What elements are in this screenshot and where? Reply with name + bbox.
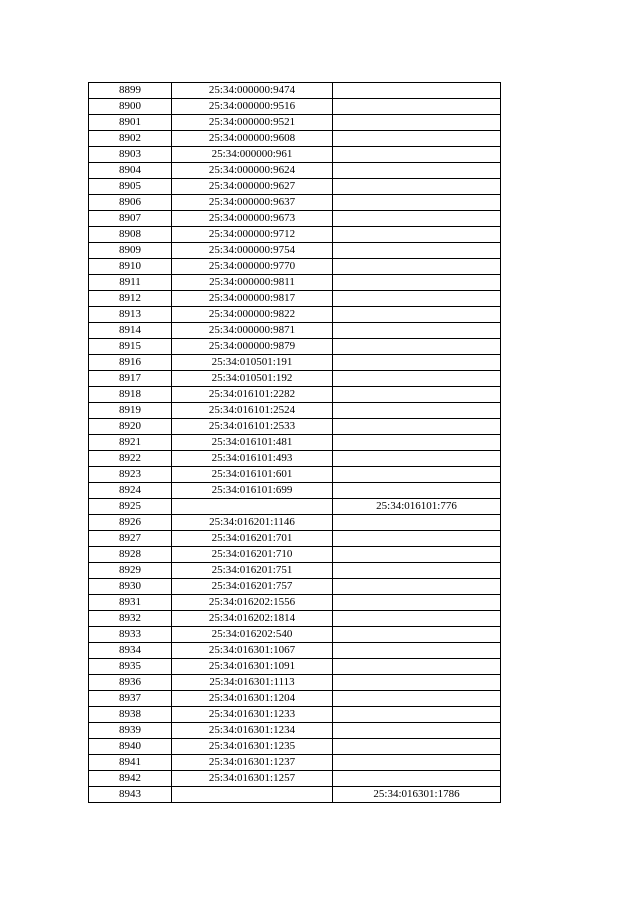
row-number-cell: 8929 bbox=[89, 563, 172, 579]
row-number-cell: 8917 bbox=[89, 371, 172, 387]
cadastral-number-cell: 25:34:016101:2282 bbox=[172, 387, 333, 403]
extra-cadastral-cell bbox=[333, 371, 501, 387]
row-number-cell: 8914 bbox=[89, 323, 172, 339]
table-row bbox=[89, 163, 501, 179]
table-row bbox=[89, 83, 501, 99]
cadastral-number-cell bbox=[172, 499, 333, 515]
row-number-cell: 8919 bbox=[89, 403, 172, 419]
table-row bbox=[89, 515, 501, 531]
table-row bbox=[89, 707, 501, 723]
extra-cadastral-cell bbox=[333, 243, 501, 259]
extra-cadastral-cell bbox=[333, 531, 501, 547]
cadastral-number-cell: 25:34:000000:9624 bbox=[172, 163, 333, 179]
table-row bbox=[89, 435, 501, 451]
table-row bbox=[89, 467, 501, 483]
cadastral-number-cell: 25:34:016301:1233 bbox=[172, 707, 333, 723]
row-number-cell: 8900 bbox=[89, 99, 172, 115]
cadastral-number-cell: 25:34:016201:710 bbox=[172, 547, 333, 563]
table-row bbox=[89, 787, 501, 803]
extra-cadastral-cell bbox=[333, 275, 501, 291]
table-row bbox=[89, 211, 501, 227]
cadastral-number-cell: 25:34:000000:9521 bbox=[172, 115, 333, 131]
table-row bbox=[89, 275, 501, 291]
extra-cadastral-cell bbox=[333, 115, 501, 131]
table-row bbox=[89, 291, 501, 307]
cadastral-number-cell: 25:34:016101:601 bbox=[172, 467, 333, 483]
extra-cadastral-cell bbox=[333, 179, 501, 195]
extra-cadastral-cell bbox=[333, 131, 501, 147]
cadastral-table bbox=[88, 82, 501, 803]
table-row bbox=[89, 323, 501, 339]
extra-cadastral-cell bbox=[333, 195, 501, 211]
cadastral-number-cell: 25:34:016301:1235 bbox=[172, 739, 333, 755]
row-number-cell: 8907 bbox=[89, 211, 172, 227]
extra-cadastral-cell bbox=[333, 307, 501, 323]
table-row bbox=[89, 691, 501, 707]
cadastral-number-cell: 25:34:016201:701 bbox=[172, 531, 333, 547]
row-number-cell: 8915 bbox=[89, 339, 172, 355]
table-row bbox=[89, 723, 501, 739]
table-row bbox=[89, 195, 501, 211]
extra-cadastral-cell bbox=[333, 467, 501, 483]
table-row bbox=[89, 339, 501, 355]
table-row bbox=[89, 403, 501, 419]
row-number-cell: 8902 bbox=[89, 131, 172, 147]
cadastral-number-cell: 25:34:000000:9754 bbox=[172, 243, 333, 259]
extra-cadastral-cell bbox=[333, 595, 501, 611]
row-number-cell: 8933 bbox=[89, 627, 172, 643]
extra-cadastral-cell bbox=[333, 355, 501, 371]
cadastral-number-cell: 25:34:016301:1257 bbox=[172, 771, 333, 787]
row-number-cell: 8916 bbox=[89, 355, 172, 371]
table-row bbox=[89, 307, 501, 323]
extra-cadastral-cell bbox=[333, 419, 501, 435]
table-row bbox=[89, 611, 501, 627]
row-number-cell: 8934 bbox=[89, 643, 172, 659]
cadastral-number-cell: 25:34:016301:1113 bbox=[172, 675, 333, 691]
row-number-cell: 8920 bbox=[89, 419, 172, 435]
extra-cadastral-cell bbox=[333, 163, 501, 179]
table-row bbox=[89, 771, 501, 787]
cadastral-number-cell: 25:34:000000:9871 bbox=[172, 323, 333, 339]
row-number-cell: 8925 bbox=[89, 499, 172, 515]
row-number-cell: 8906 bbox=[89, 195, 172, 211]
table-row bbox=[89, 179, 501, 195]
table-row bbox=[89, 99, 501, 115]
extra-cadastral-cell bbox=[333, 563, 501, 579]
cadastral-number-cell: 25:34:016101:493 bbox=[172, 451, 333, 467]
row-number-cell: 8937 bbox=[89, 691, 172, 707]
row-number-cell: 8943 bbox=[89, 787, 172, 803]
row-number-cell: 8938 bbox=[89, 707, 172, 723]
row-number-cell: 8912 bbox=[89, 291, 172, 307]
table-row bbox=[89, 499, 501, 515]
table-row bbox=[89, 147, 501, 163]
row-number-cell: 8922 bbox=[89, 451, 172, 467]
extra-cadastral-cell bbox=[333, 99, 501, 115]
row-number-cell: 8939 bbox=[89, 723, 172, 739]
extra-cadastral-cell bbox=[333, 739, 501, 755]
row-number-cell: 8936 bbox=[89, 675, 172, 691]
extra-cadastral-cell bbox=[333, 707, 501, 723]
cadastral-number-cell: 25:34:016202:1556 bbox=[172, 595, 333, 611]
cadastral-number-cell: 25:34:000000:9817 bbox=[172, 291, 333, 307]
table-row bbox=[89, 451, 501, 467]
row-number-cell: 8924 bbox=[89, 483, 172, 499]
extra-cadastral-cell bbox=[333, 451, 501, 467]
extra-cadastral-cell bbox=[333, 611, 501, 627]
extra-cadastral-cell bbox=[333, 211, 501, 227]
extra-cadastral-cell bbox=[333, 147, 501, 163]
extra-cadastral-cell bbox=[333, 323, 501, 339]
row-number-cell: 8942 bbox=[89, 771, 172, 787]
table-row bbox=[89, 387, 501, 403]
row-number-cell: 8910 bbox=[89, 259, 172, 275]
cadastral-number-cell: 25:34:016202:540 bbox=[172, 627, 333, 643]
extra-cadastral-cell bbox=[333, 643, 501, 659]
cadastral-number-cell: 25:34:016301:1091 bbox=[172, 659, 333, 675]
extra-cadastral-cell bbox=[333, 435, 501, 451]
cadastral-number-cell: 25:34:016201:751 bbox=[172, 563, 333, 579]
extra-cadastral-cell: 25:34:016101:776 bbox=[333, 499, 501, 515]
table-row bbox=[89, 115, 501, 131]
row-number-cell: 8921 bbox=[89, 435, 172, 451]
cadastral-number-cell: 25:34:016101:2524 bbox=[172, 403, 333, 419]
row-number-cell: 8923 bbox=[89, 467, 172, 483]
cadastral-number-cell: 25:34:000000:961 bbox=[172, 147, 333, 163]
extra-cadastral-cell bbox=[333, 659, 501, 675]
extra-cadastral-cell bbox=[333, 579, 501, 595]
table-row bbox=[89, 659, 501, 675]
table-row bbox=[89, 739, 501, 755]
table-row bbox=[89, 579, 501, 595]
extra-cadastral-cell bbox=[333, 515, 501, 531]
table-row bbox=[89, 259, 501, 275]
cadastral-number-cell: 25:34:000000:9474 bbox=[172, 83, 333, 99]
extra-cadastral-cell bbox=[333, 771, 501, 787]
cadastral-number-cell: 25:34:010501:191 bbox=[172, 355, 333, 371]
table-row bbox=[89, 355, 501, 371]
cadastral-number-cell: 25:34:016101:699 bbox=[172, 483, 333, 499]
row-number-cell: 8935 bbox=[89, 659, 172, 675]
cadastral-number-cell: 25:34:016201:1146 bbox=[172, 515, 333, 531]
cadastral-number-cell: 25:34:000000:9637 bbox=[172, 195, 333, 211]
table-row bbox=[89, 131, 501, 147]
extra-cadastral-cell bbox=[333, 339, 501, 355]
table-row bbox=[89, 371, 501, 387]
table-body bbox=[89, 83, 501, 803]
table-row bbox=[89, 563, 501, 579]
cadastral-number-cell: 25:34:016301:1237 bbox=[172, 755, 333, 771]
table-row bbox=[89, 547, 501, 563]
table-row bbox=[89, 595, 501, 611]
cadastral-number-cell bbox=[172, 787, 333, 803]
extra-cadastral-cell bbox=[333, 259, 501, 275]
row-number-cell: 8926 bbox=[89, 515, 172, 531]
extra-cadastral-cell bbox=[333, 227, 501, 243]
extra-cadastral-cell bbox=[333, 755, 501, 771]
cadastral-number-cell: 25:34:000000:9516 bbox=[172, 99, 333, 115]
row-number-cell: 8903 bbox=[89, 147, 172, 163]
row-number-cell: 8908 bbox=[89, 227, 172, 243]
cadastral-number-cell: 25:34:016301:1067 bbox=[172, 643, 333, 659]
cadastral-number-cell: 25:34:016202:1814 bbox=[172, 611, 333, 627]
row-number-cell: 8931 bbox=[89, 595, 172, 611]
cadastral-number-cell: 25:34:000000:9811 bbox=[172, 275, 333, 291]
cadastral-number-cell: 25:34:000000:9770 bbox=[172, 259, 333, 275]
row-number-cell: 8940 bbox=[89, 739, 172, 755]
extra-cadastral-cell bbox=[333, 483, 501, 499]
table-row bbox=[89, 483, 501, 499]
cadastral-number-cell: 25:34:016101:2533 bbox=[172, 419, 333, 435]
extra-cadastral-cell bbox=[333, 403, 501, 419]
row-number-cell: 8905 bbox=[89, 179, 172, 195]
row-number-cell: 8904 bbox=[89, 163, 172, 179]
row-number-cell: 8901 bbox=[89, 115, 172, 131]
table-row bbox=[89, 531, 501, 547]
row-number-cell: 8932 bbox=[89, 611, 172, 627]
cadastral-number-cell: 25:34:010501:192 bbox=[172, 371, 333, 387]
extra-cadastral-cell bbox=[333, 387, 501, 403]
cadastral-number-cell: 25:34:000000:9608 bbox=[172, 131, 333, 147]
row-number-cell: 8899 bbox=[89, 83, 172, 99]
cadastral-number-cell: 25:34:016101:481 bbox=[172, 435, 333, 451]
cadastral-number-cell: 25:34:016201:757 bbox=[172, 579, 333, 595]
table-row bbox=[89, 627, 501, 643]
cadastral-number-cell: 25:34:016301:1204 bbox=[172, 691, 333, 707]
row-number-cell: 8927 bbox=[89, 531, 172, 547]
extra-cadastral-cell bbox=[333, 675, 501, 691]
table-row bbox=[89, 243, 501, 259]
row-number-cell: 8930 bbox=[89, 579, 172, 595]
table-row bbox=[89, 419, 501, 435]
row-number-cell: 8941 bbox=[89, 755, 172, 771]
cadastral-number-cell: 25:34:000000:9627 bbox=[172, 179, 333, 195]
cadastral-number-cell: 25:34:000000:9673 bbox=[172, 211, 333, 227]
cadastral-number-cell: 25:34:016301:1234 bbox=[172, 723, 333, 739]
cadastral-number-cell: 25:34:000000:9879 bbox=[172, 339, 333, 355]
cadastral-number-cell: 25:34:000000:9712 bbox=[172, 227, 333, 243]
row-number-cell: 8928 bbox=[89, 547, 172, 563]
extra-cadastral-cell: 25:34:016301:1786 bbox=[333, 787, 501, 803]
extra-cadastral-cell bbox=[333, 83, 501, 99]
table-row bbox=[89, 643, 501, 659]
extra-cadastral-cell bbox=[333, 547, 501, 563]
cadastral-number-cell: 25:34:000000:9822 bbox=[172, 307, 333, 323]
extra-cadastral-cell bbox=[333, 627, 501, 643]
table-row bbox=[89, 227, 501, 243]
table-row bbox=[89, 755, 501, 771]
row-number-cell: 8911 bbox=[89, 275, 172, 291]
extra-cadastral-cell bbox=[333, 691, 501, 707]
table-row bbox=[89, 675, 501, 691]
extra-cadastral-cell bbox=[333, 291, 501, 307]
row-number-cell: 8913 bbox=[89, 307, 172, 323]
extra-cadastral-cell bbox=[333, 723, 501, 739]
row-number-cell: 8909 bbox=[89, 243, 172, 259]
row-number-cell: 8918 bbox=[89, 387, 172, 403]
